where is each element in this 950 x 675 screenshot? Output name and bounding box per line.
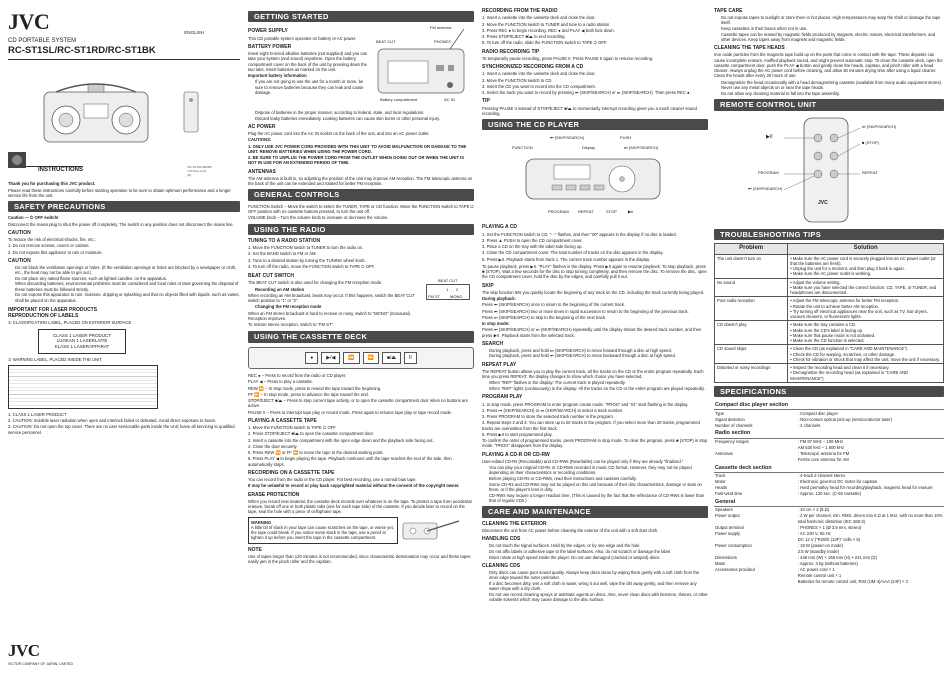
remote-skip-forward-label: ⏭ (SKIP/SEARCH) <box>862 123 897 129</box>
antennas-body: The AM antenna is built in, so adjusting the position of the unit may improve AM reception. The FM telescopic antenna on the back of the unit can be extended and rotated for better FM reception. <box>248 175 473 187</box>
spec-label: Speakers <box>715 507 733 513</box>
spec-group-name: Radio section <box>714 428 944 438</box>
power-supply-heading: POWER SUPPLY <box>248 28 288 35</box>
column-getting-started <box>248 8 474 670</box>
fm-antenna-label: FM antenna <box>430 25 452 31</box>
table-row <box>715 297 944 321</box>
column-cd-player <box>482 8 708 670</box>
spec-value: : PHONES × 1 (Ø 3.5 mm, stereo) <box>797 524 862 530</box>
column-cover <box>8 8 240 670</box>
function-label: FUNCTION <box>512 145 533 151</box>
switch-label: BEAT CUT <box>438 278 458 284</box>
program-item: 2. Press ⏮ (SKIP/SEARCH) or ⏭ (SKIP/SEARCH) to select a track number. <box>482 407 624 413</box>
battery-item: • Dispose of batteries in the proper manner, according to federal, state, and local regulations. <box>255 110 474 115</box>
skip-body: The skip function lets you quickly locate the beginning of any track on the CD, including the track currently being played. <box>482 289 705 295</box>
standby-caution: Caution — ⏻ OFF switch! <box>8 215 59 221</box>
table-row <box>715 364 944 383</box>
switch-label: 2 <box>456 287 459 293</box>
battery-item: • If you are not going to use the unit for a month or more, be sure to remove batteries because they can leak and cause damage. <box>255 79 368 95</box>
spec-group-header <box>714 400 944 410</box>
remote-skip-back-label: ⏮ (SKIP/SEARCH) <box>748 185 783 191</box>
footer-corp: VICTOR COMPANY OF JAPAN, LIMITED <box>8 661 74 666</box>
display-label: Display <box>582 145 596 151</box>
playing-tape-heading: PLAYING A CASSETTE TAPE <box>248 417 317 424</box>
playing-tape-item: 1. Move the FUNCTION switch to TAPE ⏻ OFF. <box>248 425 337 430</box>
cassette-buttons-figure <box>248 347 474 369</box>
spec-label: Motor <box>715 479 726 485</box>
heads-heading: CLEANING THE TAPE HEADS <box>714 45 785 51</box>
column-reference <box>714 8 944 670</box>
playing-tape-item: 5. Press REW ⏪ or FF ⏩ to move the tape to the desired starting point. <box>248 450 384 455</box>
heads-body: Iron oxide particles from the magnetic tape build up on the parts that come in contact with the tape. These deposits can cause incomplete erasure, muffled playback sound, and might prevent automatic stop. To clean the cassette deck, open the cassette compartment door, push the PLAY ◀ button and gently clean the heads, capstan, and pinch roller with a head cleaner. Always unplug the AC power cord before cleaning, and allow 30 minutes drying time after using a liquid cleaner. Clean the heads after every 20 hours of use. <box>714 52 943 79</box>
playing-cd-heading: PLAYING A CD <box>482 224 518 231</box>
remote-repeat-label: REPEAT <box>862 169 878 175</box>
repeat-label: REPEAT <box>578 209 594 215</box>
tuning-item: 1. Move the FUNCTION switch to TUNER to turn the radio on. <box>248 245 364 251</box>
table-row <box>715 321 944 345</box>
cassette-key: PAUSE II – Press to interrupt tape play or record mode. Press again to resume tape play or tape record mode. <box>248 409 453 415</box>
tuning-item: 4. To turn off the radio, move the FUNCTION switch to TAPE ⏻ OFF. <box>248 263 375 269</box>
general-control-item: VOLUME knob – Turn the volume knob to increase or decrease the volume. <box>248 215 389 221</box>
cassette-key: FF ⏩ – In stop mode, press to advance the tape toward the end. <box>248 391 369 397</box>
cd-title: USING THE CD PLAYER <box>482 119 708 130</box>
problem-cell: No sound <box>715 278 788 297</box>
spec-label: Power output <box>715 513 740 519</box>
exterior-heading: CLEANING THE EXTERIOR <box>482 520 547 527</box>
footer-logo: JVC <box>8 641 40 661</box>
general-control-item: FUNCTION Switch – Move the switch to select the TUNER, TAPE or CD function. Move the FUNCTION switch to TAPE ⏻ OFF position with no cassette buttons pressed, to turn the unit off. <box>248 203 474 214</box>
ac-power-body: Plug the AC power cord into the AC IN socket on the back of the unit, and into an AC power outlet. <box>248 131 430 137</box>
cleaning-item: • Do not use record cleaning sprays or antistatic agents on discs. Also, never clean discs with benzene, thinner, or other volatile solvents which may cause damage to the disc surface. <box>489 592 708 603</box>
remote-stop-label: ■ (STOP) <box>862 139 880 145</box>
spec-value: : Non-contact optical pick-up (semiconductor laser) <box>797 416 893 422</box>
radio-title: USING THE RADIO <box>248 224 474 235</box>
laser-item: 1. CLASS 1 LASER PRODUCT <box>8 411 67 417</box>
skip-item: Press ⏮ (SKIP/SEARCH) or ⏭ (SKIP/SEARCH) repeatedly until the display shows the desired track number, and then press ▶II. Playback starts from the selected track. <box>482 327 702 338</box>
rec-radio-item: 4. Press STOP/EJECT ■/⏏ to end recording. <box>482 34 566 39</box>
cdr-item: • Before playing CD-Rs or CD-RWs, read their instructions and cautions carefully. <box>489 476 708 481</box>
safety-title: SAFETY PRECAUTIONS <box>8 201 240 212</box>
beat-cut-item: To restore stereo reception, switch to “FM ST”. <box>248 322 335 328</box>
rec-radio-item: 1. Insert a cassette into the cassette deck and close the door. <box>482 15 596 21</box>
class-label-line: CLASS 1 LASER PRODUCT <box>52 332 112 338</box>
specifications-title: SPECIFICATIONS <box>714 386 944 397</box>
caution2-item: • When discarding batteries, environmental problems must be considered and local rules or laws governing the disposal of these batteries must be followed strictly. <box>15 281 240 292</box>
cleaning-heading: CLEANING CDS <box>482 562 521 569</box>
problem-cell: Distorted or noisy recordings <box>715 364 788 383</box>
spec-value: Ferrite core antenna for AM <box>797 456 849 462</box>
sync-item: 2. Move the FUNCTION switch to CD. <box>482 77 553 83</box>
remote-program-label: PROGRAM <box>758 169 779 175</box>
rec-radio-heading: RECORDING FROM THE RADIO <box>482 8 558 14</box>
beat-cut-label: BEAT CUT <box>376 39 396 45</box>
switch-label: FM ST <box>428 294 440 300</box>
pause-button: II <box>404 352 417 364</box>
play-button: ▶/◀ <box>321 352 340 364</box>
sync-item: 1. Insert a cassette into the cassette deck and close the door. <box>482 71 596 77</box>
beat-cut-item: • Recording an AM station <box>255 287 420 292</box>
problem-cell: CD doesn’t play <box>715 321 788 345</box>
class-label-line: KLASS 1 LASERAPPARAT <box>54 343 110 349</box>
solution-cell: • Adjust the FM telescopic antenna for better FM reception. • Rotate the unit to achieve better AM reception. • Try turning off electrical appliances near the unit, such as TV, hair dryers, vacuum cleaners, or fluorescent lights. <box>788 297 944 321</box>
remote-logo: JVC <box>818 199 828 206</box>
spec-label: Number of channels <box>715 422 753 428</box>
remote-figure <box>714 114 944 226</box>
power-supply-body: This CD portable system operates on battery or AC power. <box>248 35 357 41</box>
spec-group-name: Cassette deck section <box>714 463 944 473</box>
rec-button: ● <box>305 352 318 364</box>
program-heading: PROGRAM PLAY <box>482 394 523 401</box>
playing-cd-item: 2. Press ▲ PUSH to open the CD compartment cover. <box>482 237 583 243</box>
skip-item: Press ⏭ (SKIP/SEARCH) to skip to the beginning of the next track. <box>482 314 607 320</box>
model-numbers: RC-ST1SL/RC-ST1RD/RC-ST1BK <box>8 45 156 57</box>
erase-body: When you record new material, the cassette deck records over whatever is on the tape. To protect a tape from accidental erasure, break off one or both plastic tabs (one for each tape side) of the cassette. If you decide later to record on the tape, seal the hole with a piece of cellophane tape. <box>248 498 472 515</box>
warning-body: A little bit of slack in your tape can cause scratches on the tape, or worse yet, the tape could break. If you notice some slack in the tape, use a pencil to tighten it up before you insert the tape in the cassette compartment. <box>251 524 394 541</box>
rec-radio-item: 3. Press REC ● to begin recording. REC ● and PLAY ◀ both lock down. <box>482 27 615 33</box>
remote-title: REMOTE CONTROL UNIT <box>714 99 944 110</box>
tape-care-item: • Keep cassettes in their boxes when not in use. <box>721 26 944 31</box>
spec-label: Output terminal <box>715 524 744 530</box>
battery-compartment-label: Battery compartment <box>380 97 418 103</box>
thanks-heading: Thank you for purchasing this JVC product. <box>8 181 96 187</box>
recording-heading: RECORDING ON A CASSETTE TAPE <box>248 469 335 476</box>
skip-heading: SKIP <box>482 282 494 289</box>
cautions-heading: CAUTIONS: <box>248 137 272 143</box>
erase-heading: ERASE PROTECTION <box>248 491 300 498</box>
exterior-body: Disconnect the unit from AC power before cleaning the exterior of the unit with a soft dust cloth. <box>482 528 659 533</box>
caution2-item: • Do not expose this apparatus to rain, moisture, dripping or splashing and that no objects filled with liquids, such as vases, shall be placed on the apparatus. <box>15 292 240 303</box>
laser-title: IMPORTANT FOR LASER PRODUCTS <box>8 306 98 313</box>
spec-value: : 2 channels <box>797 422 821 428</box>
solution-cell: • Inspect the recording head and clean it if necessary. • Demagnetize the recording head (as explained in “CARE AND MAINTENANCE”). <box>788 364 944 383</box>
cdr-body: User-edited CD-Rs (Recordable) and CD-RWs (Rewritable) can be played only if they are already “finalized.” <box>482 458 684 464</box>
caution-heading: CAUTION <box>8 229 31 236</box>
solution-cell: • Make sure the AC power cord is securely plugged into an AC power outlet (or that the batteries are fresh). • Unplug the unit for a moment, and then plug it back in again. • Make sure the AC power outlet is working. <box>788 254 944 278</box>
troubleshooting-table <box>714 243 944 383</box>
spec-label: Dimensions <box>715 554 737 560</box>
instructions-heading: INSTRUCTIONS <box>8 166 83 177</box>
search-heading: SEARCH <box>482 340 504 347</box>
spec-label: Accessories provided <box>715 566 755 572</box>
tip-body: Pressing PAUSE II instead of STOP/EJECT ■/⏏ to momentarily interrupt recording gives you a much cleaner sound recording. <box>482 105 697 116</box>
spec-value: : Telescopic antenna for FM <box>797 450 850 456</box>
battery-info-heading: Important battery information <box>248 73 307 79</box>
spec-value: : Approx. 120 sec. (C-60 cassette) <box>797 491 862 497</box>
skip-item: During playback: <box>482 296 516 302</box>
cdr-item: • Some CD-Rs and CD-RWs may not be played on this unit because of their disc characteristics, damage or stain on them, or if the player’s lens is dirty. <box>489 482 708 493</box>
skip-back-label: ⏮ (SKIP/SEARCH) <box>550 135 585 141</box>
class-label-line: LUOKAN 1 LASERLAITE <box>56 338 108 344</box>
spec-label: Antennas <box>715 450 733 456</box>
cd-player-figure <box>482 133 708 221</box>
troubleshooting-title: TROUBLESHOOTING TIPS <box>714 229 944 240</box>
spec-label: Signal detection <box>715 416 745 422</box>
spec-value: : 2 W per channel, min. RMS, driven into 8 Ω at 1 kHz, with no more than 10% total harmonic distortion (IEC 268-3) <box>797 513 943 524</box>
heads-item: • Never use any metal objects on or near the tape heads. <box>721 85 944 90</box>
tip-heading: TIP <box>482 98 490 105</box>
rear-panel-figure <box>372 25 474 109</box>
spec-label: Heads <box>715 485 728 491</box>
spec-group-name: Compact disc player section <box>714 400 944 410</box>
caution-item: 2. BE SURE TO UNPLUG THE POWER CORD FROM THE OUTLET WHEN GOING OUT OR WHEN THE UNIT IS NOT IN USE FOR AN EXTENDED PERIOD OF TIME. <box>248 155 465 166</box>
thanks-body: Please read these instructions carefully before starting operation to be sure to obtain optimum performance and a longer service life from the unit. <box>8 187 231 198</box>
cdr-heading: PLAYING A CD-R OR CD-RW <box>482 451 550 458</box>
heads-item: • Demagnetize the head occasionally with a head demagnetizing cassette (available from many audio equipment stores). <box>721 80 944 85</box>
sync-item: 3. Insert the CD you want to record into the CD compartment. <box>482 83 596 89</box>
beat-cut-item: When recording an AM broadcast, beats may occur. If this happens, switch the BEAT CUT switch position to “1” or “2”. <box>248 292 415 304</box>
repeat-body: The REPEAT button allows you to play the current track, all the tracks on the CD or the entire program repeatedly. Each time you press REPEAT, the display changes to show which choice you have selected. <box>482 368 704 380</box>
cassette-key: STOP/EJECT ■/⏏ – Press to stop current tape activity, or to open the cassette compartment door when no buttons are active. <box>248 398 468 409</box>
program-label: PROGRAM <box>548 209 569 215</box>
pencil-cassette-illustration <box>401 519 461 541</box>
solution-header: Solution <box>788 244 944 255</box>
cassette-key: REC ● – Press to record from the radio or CD player. <box>248 373 347 378</box>
rec-radio-item: 5. To turn off the radio, slide the FUNCTION switch to TAPE ⏻ OFF. <box>482 40 608 46</box>
tuning-heading: TUNING TO A RADIO STATION <box>248 237 321 244</box>
spec-group-header <box>714 428 944 438</box>
spec-value: DC 12 V (“R20/D (13F)” cells × 8) <box>797 536 861 542</box>
remote-illustration <box>714 114 944 226</box>
repeat-item: • When “REP” flashes in the display: The current track is played repeatedly. <box>489 380 708 385</box>
handling-item: • Do not affix labels or adhesive tape to the label surfaces. Also, do not scratch or damage the label. <box>489 549 708 554</box>
push-label: PUSH <box>620 135 632 141</box>
radio-tip-heading: RADIO RECORDING TIP <box>482 48 540 55</box>
cdr-item: • You can play your original CD-Rs or CD-RWs recorded in music CD format. However, they may not be played depending on their characteristics or recording conditions. <box>489 465 708 476</box>
sync-heading: SYNCHRONIZED RECORDING FROM A CD <box>482 64 584 70</box>
spec-label: Type <box>715 410 725 416</box>
label2-caption: ② WARNING LABEL, PLACED INSIDE THE UNIT <box>8 356 102 362</box>
beat-cut-heading: BEAT CUT SWITCH <box>248 273 295 280</box>
spec-group-name: General <box>714 497 944 507</box>
beat-cut-body: The BEAT CUT switch is also used for changing the FM reception mode. <box>248 280 383 286</box>
program-after: To confirm the order of programmed tracks, press PROGRAM in stop mode. To clear the program, press ■ (STOP) in stop mode. “PROG” disappears from the display. <box>482 438 708 449</box>
skip-item: Press ⏮ (SKIP/SEARCH) two or more times in rapid succession to return to the beginning of the previous track. <box>482 308 689 314</box>
remote-play-label: ▶II <box>766 133 773 140</box>
search-item: • During playback, press and hold ⏭ (SKIP/SEARCH) to move forward through a disc at high speed. <box>489 348 708 353</box>
warning-label-image <box>8 365 158 409</box>
product-illustration <box>8 62 240 170</box>
cassette-title: USING THE CASSETTE DECK <box>248 331 474 342</box>
playing-cd-item: 5. Press ▶II. Playback starts from track 1. The current track number appears in the display. <box>482 256 651 262</box>
cleaning-item: • Dirty discs can cause poor sound quality. Always keep discs clean by wiping them gently with a soft cloth from the inner edge toward the outer perimeter. <box>489 570 708 581</box>
cleaning-item: • If a disc becomes dirty, wet a soft cloth in water, wring it out well, wipe the dirt away gently, and then remove any water drops with a dry cloth. <box>489 581 708 592</box>
spec-value: : AC 230 V, 50 Hz <box>797 530 831 536</box>
cdr-item: • CD-RWs may require a longer readout time. (This is caused by the fact that the reflectance of CD-RWs is lower than that of regular CDs.) <box>489 493 708 504</box>
antennas-heading: ANTENNAS <box>248 168 276 175</box>
tuning-item: 3. Tune to a desired station by turning the TUNING wheel knob. <box>248 257 366 263</box>
spec-group-header <box>714 463 944 473</box>
care-title: CARE AND MAINTENANCE <box>482 506 708 517</box>
playing-tape-item: 3. Insert a cassette into the compartment with the open edge down and the playback side facing out. <box>248 437 434 443</box>
skip-item: Press ⏮ (SKIP/SEARCH) once to return to the beginning of the current track. <box>482 302 625 308</box>
playing-cd-item: 4. Close the CD compartment cover. The total number of tracks on the disc appears in the display. <box>482 250 664 256</box>
spec-value: : 10 cm × 2 (8 Ω) <box>797 507 830 513</box>
beat-cut-switch-figure <box>424 278 472 308</box>
spec-value: : 18 W (power-on mode) <box>797 542 843 548</box>
tape-care-item: • Cassette tapes can be erased by magnetic fields produced by magnets, electric motors, electrical transformers, and other devices. Keep tapes away from magnets and magnetic fields. <box>721 32 944 43</box>
solution-cell: • Adjust the volume setting. • Make sure you have selected the correct function: CD, TAPE, or TUNER, and headphones are disconnected. <box>788 278 944 297</box>
note-heading: NOTE <box>248 546 262 553</box>
specifications-body <box>714 400 944 585</box>
spec-value: : 446 mm (W) × 168 mm (H) × 241 mm (D) <box>797 554 877 560</box>
spec-label: Mass <box>715 560 726 566</box>
spec-label: Fast-wind time <box>715 491 743 497</box>
ff-button: ⏩ <box>363 352 379 364</box>
caution-item: 1. Do not remove screws, covers or cabinet. <box>8 243 90 249</box>
spec-value: : AC power cord × 1 <box>797 566 835 572</box>
stop-label: STOP <box>606 209 617 215</box>
specifications-table <box>714 400 944 585</box>
cassette-key: PLAY ◀ – Press to play a cassette. <box>248 379 313 385</box>
repeat-item: • When “REP” lights (continuously) in the display: All the tracks on the CD or the entire program are played repeatedly. <box>489 386 708 391</box>
battery-item: • Discard leaky batteries immediately. Leaking batteries can cause skin burns or other personal injury. <box>255 116 474 121</box>
tuning-item: 2. Set the BAND switch to FM or AM. <box>248 251 317 257</box>
language-label: ENGLISH <box>184 30 204 35</box>
stop-eject-button: ■/⏏ <box>382 352 401 364</box>
spec-value: : FM 87 MHz – 108 MHz <box>797 438 844 444</box>
spec-value: 2.5 W (standby mode) <box>797 548 839 554</box>
spec-value: : Hard permalloy head for recording/playback, magnetic head for erasure <box>797 485 933 491</box>
class-label-box <box>38 329 126 354</box>
spec-label: Track <box>715 473 726 479</box>
spec-label: Power consumption <box>715 542 752 548</box>
ac-power-heading: AC POWER <box>248 123 276 130</box>
program-item: 1. In stop mode, press PROGRAM to enter program create mode. “PROG” and “01” start flashing in the display. <box>482 401 689 407</box>
caution2-item: • Do not block the ventilation openings or holes. (If the ventilation openings or holes are blocked by a newspaper or cloth, etc., the heat may not be able to get out.) <box>15 265 240 276</box>
battery-power-heading: BATTERY POWER <box>248 43 292 50</box>
rew-button: ⏪ <box>343 352 359 364</box>
boombox-illustration <box>8 62 240 170</box>
repeat-heading: REPEAT PLAY <box>482 361 517 368</box>
battery-body: Insert eight D-sized alkaline batteries (not supplied) and you can take your system (and sound) anywhere. Open the battery compartment cover on the back of the unit by pressing down the two tabs. Insert batteries as marked on the unit. <box>248 51 368 72</box>
spec-value: : 4-track 2-channel stereo <box>797 473 846 479</box>
radio-tip-body: To temporarily pause recording, press PAUSE II. Press PAUSE II again to resume recording. <box>482 55 654 61</box>
search-item: • During playback, press and hold ⏮ (SKIP/SEARCH) to move backward through a disc at high speed. <box>489 353 708 358</box>
tape-care-item: • Do not expose tapes to sunlight or store them in hot places. High temperatures may warp the shell or damage the tape itself. <box>721 15 944 26</box>
document-code: RC-ST1SL/RD/BK LVT0xxx-xxxA [E] <box>187 165 212 177</box>
pause-body: To pause playback, press ▶II. “PLAY” flashes in the display. Press ▶II again to resume playback. To stop playback, press ■ (STOP). Wait a few seconds for the disc to stop turning completely, and then remove the disc. To remove the disc, open the CD compartment cover, hold the disc by the edges, and carefully pull it out. <box>482 263 707 280</box>
problem-header: Problem <box>715 244 788 255</box>
switch-label: 1 <box>446 287 449 293</box>
handling-heading: HANDLING CDS <box>482 536 521 543</box>
sync-item: 4. Select the track you want to record by pressing ⏮ (SKIP/SEARCH) or ⏭ (SKIP/SEARCH). Then press REC ●. <box>482 90 691 95</box>
recording-warning: It may be unlawful to record or play back copyrighted material without the consent of the copyright owner. <box>248 483 460 489</box>
switch-label: MONO <box>450 294 463 300</box>
laser-item: 3. CAUTION: Do not open the top cover. There are no user serviceable parts inside the Unit; leave all servicing to qualified service personnel. <box>8 424 235 435</box>
problem-cell: The unit doesn’t turn on <box>715 254 788 278</box>
cover-header <box>8 8 240 36</box>
table-row <box>715 254 944 278</box>
standby-body: Disconnect the mains plug to shut the power off completely. The switch in any position does not disconnect the mains line. <box>8 221 234 227</box>
caution2-item: • Do not place any naked flame sources, such as lighted candles, on the apparatus. <box>15 276 240 281</box>
note-body: Use of tapes longer than 120 minutes is not recommended, since characteristic deterioration may occur and these tapes easily jam in the pinch roller and the capstan. <box>248 553 471 564</box>
spec-value: : Electronic governor DC motor for capstan <box>797 479 878 485</box>
caution-item: 1. ONLY USE JVC POWER CORD PROVIDED WITH THIS UNIT TO AVOID MALFUNCTION OR DAMAGE TO THE UNIT. REMOVE BATTERIES WHEN USING THE POWER CORD. <box>248 143 467 154</box>
playing-tape-item: 4. Close the door securely. <box>248 443 298 449</box>
spec-value: Batteries for remote control unit, R03 (UM-4)/AAA (24F) × 2 <box>797 579 908 585</box>
program-item: 4. Repeat steps 2 and 3. You can store up to 20 tracks in the program. If you select more than 20 tracks, programmed tracks are overwritten from the first track. <box>482 420 700 431</box>
skip-item: In stop mode: <box>482 321 510 327</box>
system-name: CD PORTABLE SYSTEM <box>8 37 77 44</box>
spec-value: : Approx. 3 kg (without batteries) <box>797 560 858 566</box>
spec-group-header <box>714 497 944 507</box>
solution-cell: • Make sure the tray contains a CD. • Make sure the CD’s label is facing up. • Make sure that pause mode is not activated. • Make sure the CD function is selected. <box>788 321 944 345</box>
playing-cd-item: 1. Set the FUNCTION switch to CD. “- -” flashes, and then “00” appears in the display if no disc is loaded. <box>482 231 677 237</box>
spec-label: Power supply <box>715 530 741 536</box>
table-row <box>715 345 944 364</box>
label1-caption: ① CLASSIFICATION LABEL, PLACED ON EXTERIOR SURFACE <box>8 320 132 326</box>
play-pause-label: ▶II <box>628 209 634 215</box>
phones-label: PHONES <box>434 39 451 45</box>
laser-item: 2. CAUTION: Invisible laser radiation when open and interlock failed or defeated. Avoid direct exposure to beam. <box>8 418 217 423</box>
playing-cd-item: 3. Place a CD on the tray with the label side facing up. <box>482 244 583 250</box>
program-item: 5. Press ▶II to start programmed play. <box>482 431 553 437</box>
program-item: 3. Press PROGRAM to store the selected track number in the program. <box>482 414 614 420</box>
caution-item: To reduce the risk of electrical shocks, fire, etc.: <box>8 237 96 243</box>
handling-item: • Discs rotate at high speed inside the player. Do not use damaged (cracked or warped) discs. <box>489 555 708 560</box>
general-controls-title: GENERAL CONTROLS <box>248 189 474 200</box>
heads-item: • Do not allow any cleaning material to fall into the tape assembly. <box>721 91 944 96</box>
solution-cell: • Clean the CD (as explained in “CARE AND MAINTENANCE”). • Check the CD for warping, scratches, or other damage. • Check for vibration or shock that may affect the unit; move the unit if necessary. <box>788 345 944 364</box>
table-row <box>715 278 944 297</box>
brand-logo: JVC <box>8 9 50 34</box>
beat-cut-item: When an FM stereo broadcast is hard to receive or noisy, switch to “MONO” (monaural). Reception improves. <box>248 310 412 321</box>
caution-item: 2. Do not expose this appliance to rain or moisture. <box>8 249 103 255</box>
laser-sub: REPRODUCTION OF LABELS <box>8 313 79 320</box>
warning-heading: WARNING <box>251 519 272 525</box>
spec-label <box>714 579 797 585</box>
spec-label: Frequency ranges <box>715 438 749 444</box>
spec-value: AM 530 kHz – 1 600 kHz <box>797 444 845 450</box>
beat-cut-item: • Changing the FM reception mode <box>255 304 420 309</box>
spec-row <box>714 513 944 524</box>
handling-item: • Do not touch the signal surfaces. Hold by the edges, or by one edge and the hole. <box>489 543 708 548</box>
tape-care-heading: TAPE CARE <box>714 8 743 14</box>
cassette-key: REW ⏪ – In stop mode, press to rewind the tape toward the beginning. <box>248 385 382 391</box>
spec-value: : Compact disc player <box>797 410 839 416</box>
warning-box <box>248 517 398 544</box>
ac-in-label: AC IN <box>444 97 455 103</box>
recording-body: You can record from the radio or the CD player. For best recording, use a normal bias tape. <box>248 477 417 482</box>
rec-radio-item: 2. Move the FUNCTION switch to TUNER and tune to a radio station. <box>482 21 611 27</box>
playing-tape-item: 6. Press PLAY ◀ to begin playing the tape. Playback continues until the tape reaches the end of the side, then automatically stops. <box>248 456 452 467</box>
spec-row <box>714 579 944 585</box>
problem-cell: Poor radio reception <box>715 297 788 321</box>
skip-forward-label: ⏭ (SKIP/SEARCH) <box>624 145 659 151</box>
caution2-heading: CAUTION <box>8 257 31 264</box>
spec-value: Remote control unit × 1 <box>797 572 842 578</box>
getting-started-title: GETTING STARTED <box>248 11 474 22</box>
playing-tape-item: 2. Press STOP/EJECT ■/⏏ to open the cassette compartment door. <box>248 431 374 437</box>
problem-cell: CD sound skips <box>715 345 788 364</box>
